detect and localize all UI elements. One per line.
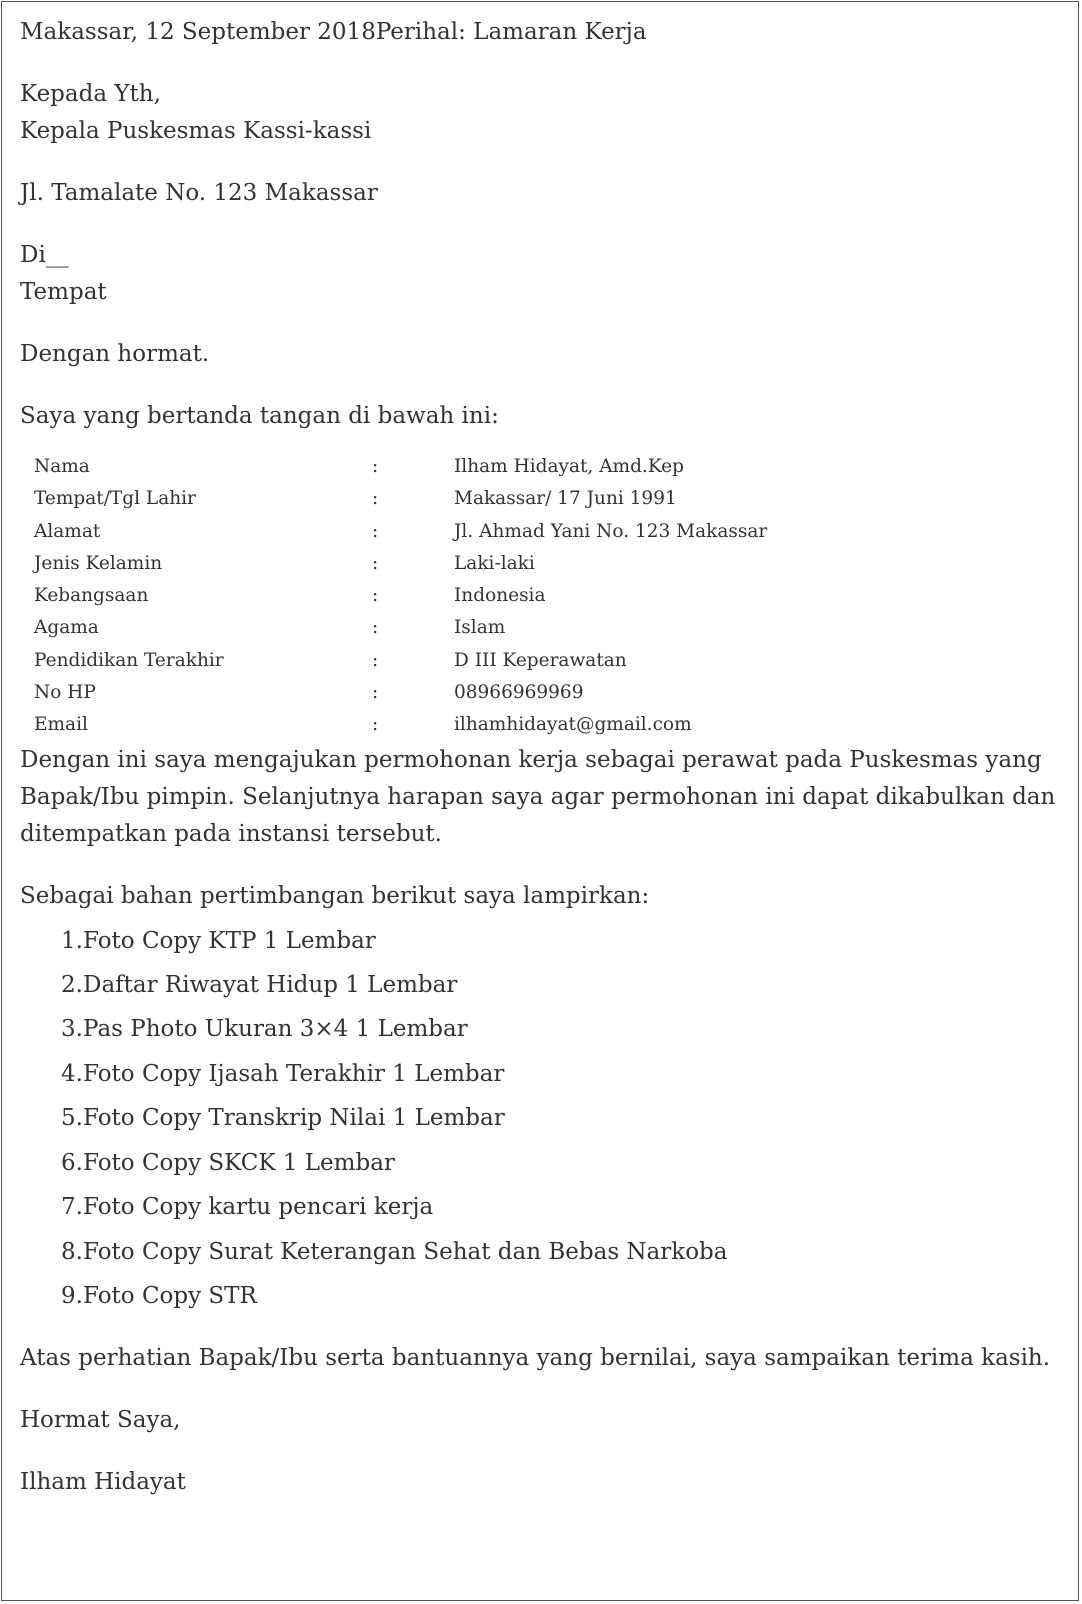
attachment-text: Foto Copy Ijasah Terakhir 1 Lembar	[83, 1060, 505, 1087]
regards-block	[20, 1402, 1070, 1439]
recipient-block	[20, 76, 1070, 150]
request-line: Bapak/Ibu pimpin. Selanjutnya harapan saya agar permohonan ini dapat dikabulkan dan	[20, 783, 1056, 810]
detail-label: Tempat/Tgl Lahir	[34, 488, 196, 510]
attachment-text: Foto Copy SKCK 1 Lembar	[83, 1149, 395, 1176]
attachment-text: Foto Copy kartu pencari kerja	[83, 1194, 434, 1221]
detail-separator: :	[372, 488, 379, 510]
detail-separator: :	[372, 682, 379, 704]
detail-row	[34, 645, 1070, 677]
detail-label: Alamat	[34, 520, 101, 542]
recipient-di: Di__	[20, 242, 69, 268]
detail-row	[34, 677, 1070, 709]
request-line: Dengan ini saya mengajukan permohonan kerja sebagai perawat pada Puskesmas yang	[20, 746, 1042, 773]
detail-label: Jenis Kelamin	[34, 552, 163, 574]
detail-row	[34, 548, 1070, 580]
detail-value: ilhamhidayat@gmail.com	[454, 714, 692, 736]
detail-value: Laki-laki	[454, 552, 535, 574]
letter-header	[20, 14, 1070, 51]
attachment-item	[20, 1096, 1070, 1140]
attachment-text: Foto Copy Surat Keterangan Sehat dan Bebas Narkoba	[83, 1238, 728, 1265]
salutation-block	[20, 336, 1070, 373]
recipient-address-block	[20, 175, 1070, 212]
recipient-name: Kepala Puskesmas Kassi-kassi	[20, 118, 372, 144]
recipient-tempat: Tempat	[20, 279, 107, 305]
detail-separator: :	[372, 617, 379, 639]
regards-text: Hormat Saya,	[20, 1407, 181, 1434]
thanks-block	[20, 1340, 1070, 1377]
detail-label: Email	[34, 714, 88, 736]
recipient-place-block	[20, 237, 1070, 311]
detail-label: Kebangsaan	[34, 585, 149, 607]
attachment-number: 8.	[61, 1238, 83, 1265]
recipient-greeting: Kepada Yth,	[20, 81, 161, 107]
attachments-list	[20, 919, 1070, 1319]
detail-row	[34, 612, 1070, 644]
intro-block	[20, 398, 1070, 435]
attachments-intro: Sebagai bahan pertimbangan berikut saya lampirkan:	[20, 882, 650, 909]
request-line: ditempatkan pada instansi tersebut.	[20, 820, 442, 847]
attachment-number: 2.	[61, 972, 83, 999]
salutation: Dengan hormat.	[20, 341, 210, 367]
detail-label: Nama	[34, 456, 90, 477]
detail-separator: :	[372, 649, 379, 671]
thanks-text: Atas perhatian Bapak/Ibu serta bantuannya yang bernilai, saya sampaikan terima kasih.	[20, 1345, 1051, 1372]
attachment-number: 6.	[61, 1149, 83, 1176]
detail-row	[34, 580, 1070, 612]
detail-separator: :	[372, 552, 379, 574]
request-paragraph	[20, 742, 1070, 853]
attachments-intro-block	[20, 878, 1070, 915]
detail-value: 08966969969	[454, 682, 584, 704]
detail-separator: :	[372, 456, 379, 477]
attachment-item	[20, 1230, 1070, 1274]
detail-row	[34, 483, 1070, 515]
detail-value: Islam	[454, 617, 506, 639]
attachment-text: Daftar Riwayat Hidup 1 Lembar	[83, 972, 458, 999]
detail-value: Jl. Ahmad Yani No. 123 Makassar	[454, 520, 768, 542]
attachment-number: 5.	[61, 1105, 83, 1132]
date-subject-line: Makassar, 12 September 2018Perihal: Lamaran Kerja	[20, 19, 647, 45]
attachment-text: Pas Photo Ukuran 3×4 1 Lembar	[83, 1016, 468, 1043]
detail-row	[34, 451, 1070, 483]
intro-text: Saya yang bertanda tangan di bawah ini:	[20, 403, 499, 429]
detail-value: Makassar/ 17 Juni 1991	[454, 488, 677, 510]
attachment-number: 7.	[61, 1194, 83, 1221]
detail-row	[34, 709, 1070, 741]
detail-label: Agama	[34, 617, 99, 639]
detail-row	[34, 516, 1070, 548]
attachment-item	[20, 1185, 1070, 1229]
detail-value: D III Keperawatan	[454, 649, 627, 671]
attachment-item	[20, 919, 1070, 963]
attachment-number: 3.	[61, 1016, 83, 1043]
letter-document	[20, 14, 1070, 1526]
applicant-details-table	[34, 451, 1070, 742]
signature-name: Ilham Hidayat	[20, 1469, 186, 1496]
attachment-item	[20, 1052, 1070, 1096]
detail-label: Pendidikan Terakhir	[34, 649, 224, 671]
attachment-item	[20, 1007, 1070, 1051]
attachment-number: 4.	[61, 1060, 83, 1087]
attachment-item	[20, 1141, 1070, 1185]
attachment-number: 9.	[61, 1282, 83, 1309]
detail-separator: :	[372, 714, 379, 736]
attachment-text: Foto Copy STR	[83, 1282, 257, 1309]
detail-value: Ilham Hidayat, Amd.Kep	[454, 456, 684, 477]
attachment-text: Foto Copy KTP 1 Lembar	[83, 927, 376, 954]
attachment-item	[20, 1274, 1070, 1318]
attachment-item	[20, 963, 1070, 1007]
signature-block	[20, 1464, 1070, 1501]
attachment-number: 1.	[61, 927, 83, 954]
recipient-address: Jl. Tamalate No. 123 Makassar	[20, 180, 378, 206]
detail-separator: :	[372, 520, 379, 542]
detail-separator: :	[372, 585, 379, 607]
attachment-text: Foto Copy Transkrip Nilai 1 Lembar	[83, 1105, 505, 1132]
detail-value: Indonesia	[454, 585, 546, 607]
detail-label: No HP	[34, 682, 96, 704]
